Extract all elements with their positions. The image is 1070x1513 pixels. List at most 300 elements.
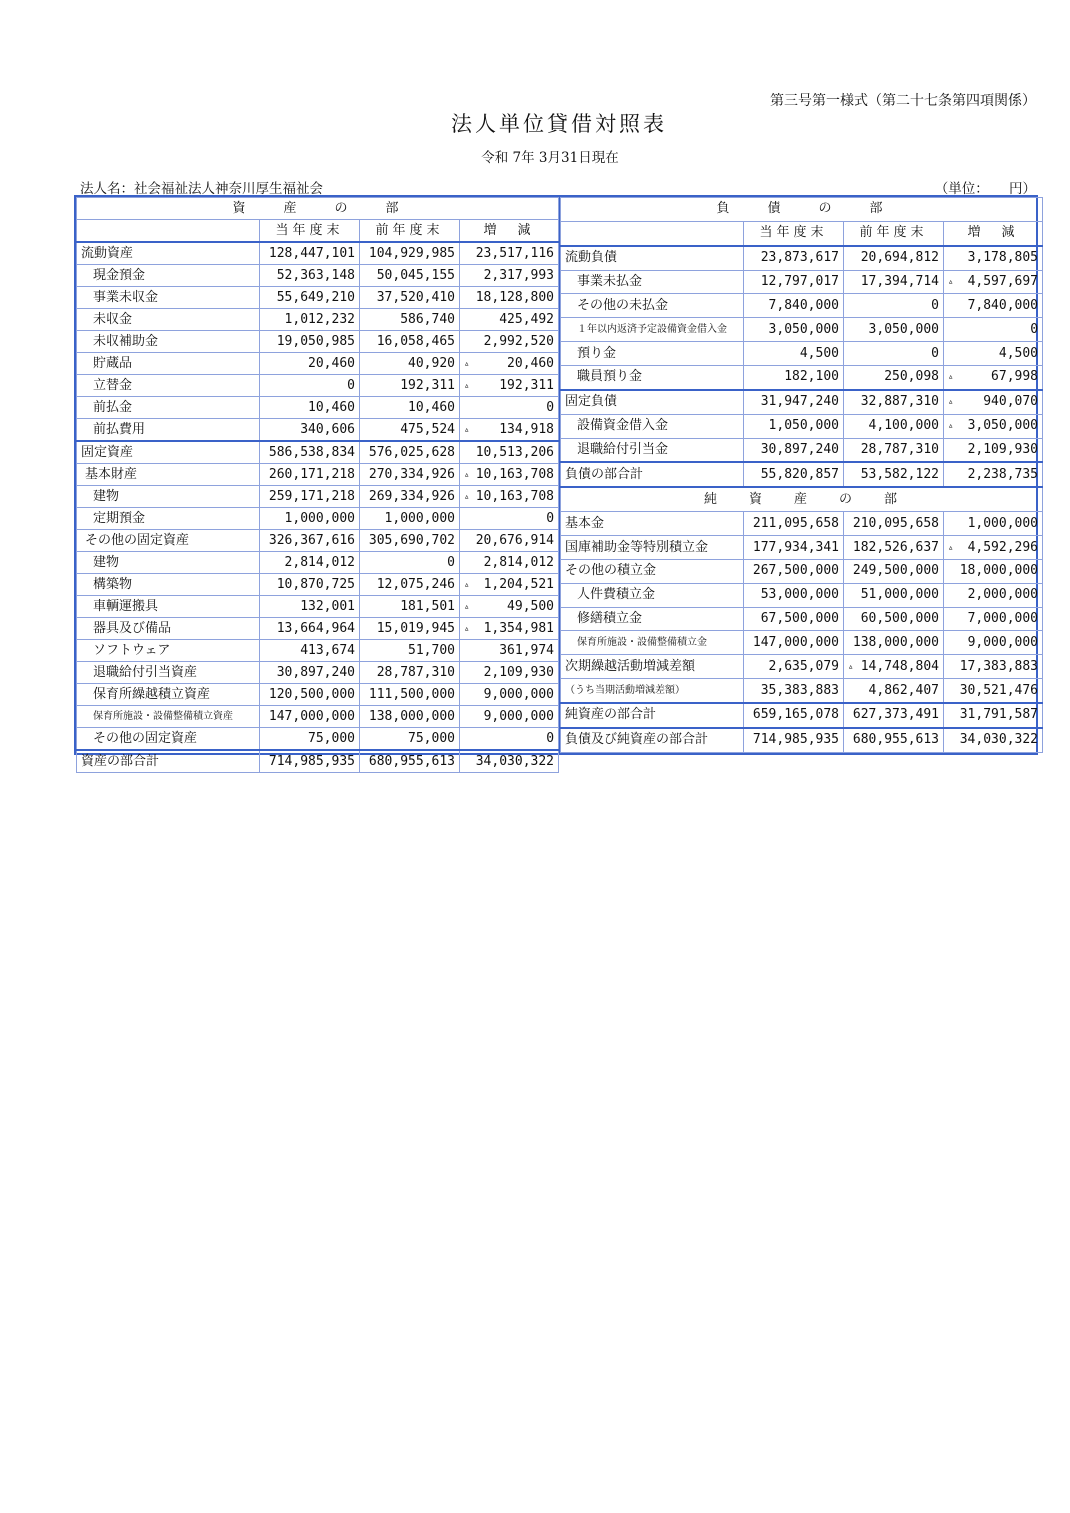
asset-current-cell xyxy=(260,486,360,508)
asset-previous-cell xyxy=(360,441,460,464)
asset-change-cell xyxy=(460,464,559,486)
table-row xyxy=(77,464,559,486)
asset-change-cell xyxy=(460,375,559,397)
net-asset-previous-cell-value: 210,095,658 xyxy=(852,515,939,531)
asset-current-cell xyxy=(260,662,360,684)
table-row xyxy=(77,265,559,287)
asset-current-cell-value: 55,649,210 xyxy=(276,289,355,305)
asset-current-cell-value: 259,171,218 xyxy=(268,488,355,504)
asset-row-label: 建物 xyxy=(77,552,260,574)
table-row xyxy=(77,486,559,508)
net-asset-current-cell-value: 267,500,000 xyxy=(752,563,839,579)
net-asset-previous-cell xyxy=(844,679,944,703)
form-number: 第三号第一様式（第二十七条第四項関係） xyxy=(770,93,1036,109)
asset-previous-cell-value: 181,501 xyxy=(400,598,455,614)
asset-current-cell xyxy=(260,375,360,397)
asset-change-cell xyxy=(460,574,559,596)
asset-previous-cell xyxy=(360,309,460,331)
liability-change-cell-value: 3,178,805 xyxy=(967,250,1039,266)
net-asset-previous-cell xyxy=(844,559,944,583)
asset-change-cell-value: 2,109,930 xyxy=(483,664,555,680)
asset-previous-cell-value: 37,520,410 xyxy=(376,289,455,305)
table-row xyxy=(561,414,1043,438)
asset-current-cell-value: 75,000 xyxy=(308,730,355,746)
net-assets-header-row xyxy=(561,487,1043,511)
net-asset-change-cell-value: 1,000,000 xyxy=(967,515,1039,531)
table-row xyxy=(77,750,559,773)
table-row xyxy=(561,631,1043,655)
net-asset-current-cell-value: 714,985,935 xyxy=(752,732,839,748)
negative-triangle-icon: ▵ xyxy=(464,491,470,502)
negative-triangle-icon: ▵ xyxy=(464,358,470,369)
net-asset-current-cell xyxy=(744,512,844,536)
asset-row-label: 立替金 xyxy=(77,375,260,397)
net-asset-current-cell xyxy=(744,607,844,631)
asset-current-cell-value: 2,814,012 xyxy=(284,554,355,570)
negative-triangle-icon: ▵ xyxy=(948,542,954,553)
assets-table xyxy=(76,197,559,773)
asset-current-cell xyxy=(260,640,360,662)
net-asset-change-cell xyxy=(944,607,1043,631)
asset-current-cell-value: 128,447,101 xyxy=(268,245,355,261)
table-row xyxy=(561,512,1043,536)
asset-previous-cell xyxy=(360,331,460,353)
negative-triangle-icon: ▵ xyxy=(464,623,470,634)
asset-change-cell-value: 9,000,000 xyxy=(483,708,555,724)
asset-current-cell xyxy=(260,242,360,265)
asset-row-label: 貯蔵品 xyxy=(77,353,260,375)
liabilities-section xyxy=(560,197,1042,753)
asset-current-cell-value: 260,171,218 xyxy=(268,466,355,482)
net-asset-current-cell-value: 177,934,341 xyxy=(752,539,839,555)
liability-previous-cell xyxy=(844,270,944,294)
net-asset-change-cell xyxy=(944,631,1043,655)
liability-previous-cell-value: 53,582,122 xyxy=(860,466,939,482)
table-row xyxy=(77,353,559,375)
liability-previous-cell-value: 20,694,812 xyxy=(860,250,939,266)
table-row xyxy=(77,596,559,618)
asset-previous-cell-value: 269,334,926 xyxy=(368,488,455,504)
asset-row-label: 保育所施設・設備整備積立資産 xyxy=(77,706,260,728)
liability-previous-cell-value: 0 xyxy=(931,297,939,313)
net-asset-previous-cell-value: 627,373,491 xyxy=(852,707,939,723)
asset-current-cell xyxy=(260,728,360,751)
net-asset-previous-cell-value: 4,862,407 xyxy=(868,682,939,698)
asset-previous-cell-value: 305,690,702 xyxy=(368,532,455,548)
asset-current-cell xyxy=(260,552,360,574)
liability-current-cell xyxy=(744,246,844,270)
asset-current-cell xyxy=(260,508,360,530)
liability-current-cell-value: 3,050,000 xyxy=(768,321,839,337)
asset-change-cell xyxy=(460,640,559,662)
asset-previous-cell xyxy=(360,375,460,397)
liability-current-cell-value: 1,050,000 xyxy=(768,418,839,434)
liability-change-cell xyxy=(944,342,1043,366)
balance-sheet xyxy=(74,195,1039,769)
liability-previous-cell xyxy=(844,318,944,342)
asset-row-label: その他の固定資産 xyxy=(77,728,260,751)
liability-change-cell-value: 4,597,697 xyxy=(967,274,1039,290)
asset-current-cell-value: 340,606 xyxy=(300,421,355,437)
asset-change-cell xyxy=(460,265,559,287)
asset-change-cell-value: 34,030,322 xyxy=(475,753,555,769)
asset-change-cell xyxy=(460,486,559,508)
liability-current-cell-value: 7,840,000 xyxy=(768,297,839,313)
negative-triangle-icon: ▵ xyxy=(948,397,954,408)
asset-current-cell-value: 19,050,985 xyxy=(276,333,355,349)
liability-change-cell-value: 3,050,000 xyxy=(967,418,1039,434)
liability-current-cell xyxy=(744,365,844,389)
table-row xyxy=(561,536,1043,560)
page-title: 法人単位貸借対照表 xyxy=(451,112,667,136)
liability-change-cell-value: 2,238,735 xyxy=(967,466,1039,482)
asset-previous-cell-value: 1,000,000 xyxy=(384,510,455,526)
corporation-name: 法人名：社会福祉法人神奈川厚生福祉会 xyxy=(80,181,323,197)
table-row xyxy=(561,462,1043,487)
asset-previous-cell xyxy=(360,662,460,684)
net-asset-current-cell-value: 2,635,079 xyxy=(768,658,839,674)
net-asset-change-cell xyxy=(944,512,1043,536)
asset-row-label: 前払費用 xyxy=(77,419,260,442)
asset-previous-cell-value: 16,058,465 xyxy=(376,333,455,349)
liability-previous-cell-value: 4,100,000 xyxy=(868,418,939,434)
net-asset-current-cell-value: 659,165,078 xyxy=(752,707,839,723)
liability-row-label: 流動負債 xyxy=(561,246,744,270)
asset-change-cell xyxy=(460,552,559,574)
asset-change-cell-value: 0 xyxy=(546,399,555,415)
table-row xyxy=(77,530,559,552)
asset-change-cell xyxy=(460,662,559,684)
net-asset-previous-cell xyxy=(844,583,944,607)
asset-current-cell xyxy=(260,464,360,486)
liability-current-cell xyxy=(744,270,844,294)
table-row xyxy=(77,552,559,574)
asset-current-cell xyxy=(260,750,360,773)
asset-current-cell xyxy=(260,684,360,706)
table-row xyxy=(561,342,1043,366)
asset-previous-cell xyxy=(360,728,460,751)
liability-change-cell xyxy=(944,390,1043,414)
asset-change-cell-value: 192,311 xyxy=(499,377,555,393)
liability-previous-cell-value: 0 xyxy=(931,345,939,361)
net-asset-change-cell xyxy=(944,559,1043,583)
asset-row-label: 基本財産 xyxy=(77,464,260,486)
asset-change-cell-value: 49,500 xyxy=(507,598,555,614)
liability-row-label: 固定負債 xyxy=(561,390,744,414)
asset-current-cell xyxy=(260,331,360,353)
net-asset-previous-cell-value: 14,748,804 xyxy=(860,658,939,674)
asset-current-cell xyxy=(260,419,360,442)
table-row xyxy=(77,684,559,706)
asset-row-label: 構築物 xyxy=(77,574,260,596)
liability-previous-cell xyxy=(844,390,944,414)
asset-current-cell-value: 52,363,148 xyxy=(276,267,355,283)
asset-current-cell-value: 714,985,935 xyxy=(268,753,355,769)
table-row xyxy=(561,607,1043,631)
liability-previous-cell xyxy=(844,246,944,270)
assets-current-header: 当年度末 xyxy=(260,220,360,243)
liability-current-cell-value: 4,500 xyxy=(799,345,839,361)
asset-previous-cell-value: 270,334,926 xyxy=(368,466,455,482)
liability-change-cell xyxy=(944,414,1043,438)
table-row xyxy=(77,706,559,728)
asset-row-label: 資産の部合計 xyxy=(77,750,260,773)
assets-section-header: 資 産 の 部 xyxy=(77,198,559,220)
liability-previous-cell xyxy=(844,342,944,366)
liability-change-cell-value: 4,500 xyxy=(998,345,1039,361)
asset-current-cell xyxy=(260,441,360,464)
net-asset-current-cell-value: 67,500,000 xyxy=(760,611,839,627)
asset-change-cell-value: 0 xyxy=(546,730,555,746)
asset-previous-cell xyxy=(360,640,460,662)
asset-change-cell-value: 134,918 xyxy=(499,421,555,437)
asset-change-cell xyxy=(460,596,559,618)
net-asset-change-cell xyxy=(944,583,1043,607)
net-asset-previous-cell-value: 138,000,000 xyxy=(852,634,939,650)
table-row xyxy=(77,662,559,684)
liability-current-cell-value: 12,797,017 xyxy=(760,274,839,290)
liability-change-cell xyxy=(944,365,1043,389)
liability-current-cell-value: 182,100 xyxy=(784,369,839,385)
asset-previous-cell xyxy=(360,596,460,618)
liability-change-cell xyxy=(944,318,1043,342)
liability-previous-cell-value: 250,098 xyxy=(884,369,939,385)
asset-current-cell-value: 147,000,000 xyxy=(268,708,355,724)
liability-change-cell-value: 67,998 xyxy=(991,369,1039,385)
negative-triangle-icon: ▵ xyxy=(948,421,954,432)
liability-row-label: １年以内返済予定設備資金借入金 xyxy=(561,318,744,342)
asset-previous-cell-value: 111,500,000 xyxy=(368,686,455,702)
net-asset-change-cell xyxy=(944,655,1043,679)
table-row xyxy=(77,375,559,397)
liability-previous-cell-value: 17,394,714 xyxy=(860,274,939,290)
table-row xyxy=(77,574,559,596)
net-asset-row-label: 次期繰越活動増減差額 xyxy=(561,655,744,679)
asset-previous-cell-value: 28,787,310 xyxy=(376,664,455,680)
net-asset-previous-cell-value: 680,955,613 xyxy=(852,732,939,748)
asset-row-label: 事業未収金 xyxy=(77,287,260,309)
table-row xyxy=(561,318,1043,342)
asset-current-cell xyxy=(260,618,360,640)
liability-previous-cell xyxy=(844,414,944,438)
asset-change-cell xyxy=(460,728,559,751)
net-asset-previous-cell xyxy=(844,631,944,655)
negative-triangle-icon: ▵ xyxy=(948,372,954,383)
asset-current-cell-value: 326,367,616 xyxy=(268,532,355,548)
liability-previous-cell xyxy=(844,438,944,462)
asset-row-label: 未収補助金 xyxy=(77,331,260,353)
liability-previous-cell xyxy=(844,294,944,318)
net-asset-previous-cell-value: 182,526,637 xyxy=(852,539,939,555)
table-row xyxy=(77,618,559,640)
asset-previous-cell xyxy=(360,265,460,287)
liability-previous-cell-value: 28,787,310 xyxy=(860,442,939,457)
net-asset-change-cell-value: 30,521,476 xyxy=(959,682,1039,698)
net-asset-previous-cell xyxy=(844,655,944,679)
asset-current-cell xyxy=(260,265,360,287)
asset-previous-cell-value: 40,920 xyxy=(408,355,455,371)
asset-current-cell-value: 1,000,000 xyxy=(284,510,355,526)
liability-previous-cell-value: 32,887,310 xyxy=(860,394,939,410)
asset-change-cell-value: 10,513,206 xyxy=(475,444,555,460)
net-asset-current-cell xyxy=(744,679,844,703)
net-asset-change-cell-value: 17,383,883 xyxy=(959,658,1039,674)
table-row xyxy=(561,246,1043,270)
asset-current-cell xyxy=(260,353,360,375)
asset-current-cell xyxy=(260,706,360,728)
asset-current-cell-value: 30,897,240 xyxy=(276,664,355,680)
liability-current-cell xyxy=(744,342,844,366)
asset-current-cell-value: 10,870,725 xyxy=(276,576,355,592)
asset-current-cell-value: 120,500,000 xyxy=(268,686,355,702)
liability-current-cell xyxy=(744,438,844,462)
assets-label-header xyxy=(77,220,260,243)
asset-previous-cell-value: 138,000,000 xyxy=(368,708,455,724)
table-row xyxy=(77,397,559,419)
asset-current-cell-value: 1,012,232 xyxy=(284,311,355,327)
asset-previous-cell xyxy=(360,287,460,309)
asset-previous-cell-value: 192,311 xyxy=(400,377,455,393)
asset-change-cell-value: 2,992,520 xyxy=(483,333,555,349)
asset-row-label: 車輌運搬具 xyxy=(77,596,260,618)
asset-previous-cell-value: 0 xyxy=(447,554,455,570)
table-row xyxy=(77,309,559,331)
liability-current-cell xyxy=(744,318,844,342)
net-asset-current-cell-value: 53,000,000 xyxy=(760,587,839,603)
asset-previous-cell-value: 576,025,628 xyxy=(368,444,455,460)
asset-change-cell xyxy=(460,397,559,419)
asset-row-label: その他の固定資産 xyxy=(77,530,260,552)
net-asset-row-label: 人件費積立金 xyxy=(561,583,744,607)
net-asset-row-label: 保育所施設・設備整備積立金 xyxy=(561,631,744,655)
liability-current-cell-value: 30,897,240 xyxy=(760,442,839,457)
table-row xyxy=(561,655,1043,679)
liability-row-label: 退職給付引当金 xyxy=(561,438,744,462)
net-asset-previous-cell-value: 60,500,000 xyxy=(860,611,939,627)
net-asset-previous-cell xyxy=(844,607,944,631)
liability-current-cell xyxy=(744,462,844,487)
as-of-date: 令和 7年 3月31日現在 xyxy=(481,150,619,166)
net-asset-current-cell-value: 211,095,658 xyxy=(752,515,839,531)
negative-triangle-icon: ▵ xyxy=(948,277,954,288)
liability-change-cell xyxy=(944,270,1043,294)
asset-previous-cell xyxy=(360,464,460,486)
asset-change-cell xyxy=(460,309,559,331)
table-row xyxy=(77,287,559,309)
net-asset-change-cell-value: 2,000,000 xyxy=(967,587,1039,603)
net-asset-change-cell xyxy=(944,536,1043,560)
table-row xyxy=(77,441,559,464)
table-row xyxy=(561,438,1043,462)
net-asset-row-label: 国庫補助金等特別積立金 xyxy=(561,536,744,560)
net-asset-change-cell-value: 9,000,000 xyxy=(967,634,1039,650)
liability-previous-cell xyxy=(844,462,944,487)
negative-triangle-icon: ▵ xyxy=(464,380,470,391)
liability-row-label: 事業未払金 xyxy=(561,270,744,294)
table-row xyxy=(561,365,1043,389)
asset-current-cell-value: 413,674 xyxy=(300,642,355,658)
asset-current-cell xyxy=(260,530,360,552)
liabilities-current-header: 当年度末 xyxy=(744,221,844,245)
liabilities-label-header xyxy=(561,221,744,245)
liability-current-cell-value: 23,873,617 xyxy=(760,250,839,266)
net-asset-previous-cell-value: 249,500,000 xyxy=(852,563,939,579)
table-row xyxy=(561,703,1043,728)
asset-previous-cell-value: 75,000 xyxy=(408,730,455,746)
net-asset-change-cell-value: 31,791,587 xyxy=(959,707,1039,723)
liability-change-cell xyxy=(944,246,1043,270)
asset-change-cell-value: 20,676,914 xyxy=(475,532,555,548)
asset-change-cell-value: 2,814,012 xyxy=(483,554,555,570)
table-row xyxy=(561,294,1043,318)
liability-row-label: 職員預り金 xyxy=(561,365,744,389)
asset-previous-cell xyxy=(360,684,460,706)
asset-previous-cell-value: 12,075,246 xyxy=(376,576,455,592)
net-asset-previous-cell xyxy=(844,536,944,560)
liability-change-cell xyxy=(944,462,1043,487)
assets-previous-header: 前年度末 xyxy=(360,220,460,243)
net-asset-row-label: （うち当期活動増減差額） xyxy=(561,679,744,703)
asset-previous-cell xyxy=(360,618,460,640)
net-asset-current-cell xyxy=(744,703,844,728)
table-row xyxy=(561,728,1043,753)
liability-change-cell xyxy=(944,438,1043,462)
net-asset-row-label: 純資産の部合計 xyxy=(561,703,744,728)
asset-row-label: 定期預金 xyxy=(77,508,260,530)
net-asset-previous-cell-value: 51,000,000 xyxy=(860,587,939,603)
asset-previous-cell-value: 51,700 xyxy=(408,642,455,658)
asset-change-cell xyxy=(460,331,559,353)
net-asset-row-label: その他の積立金 xyxy=(561,559,744,583)
liabilities-change-header: 増 減 xyxy=(944,221,1043,245)
asset-previous-cell xyxy=(360,552,460,574)
asset-current-cell-value: 13,664,964 xyxy=(276,620,355,636)
asset-change-cell xyxy=(460,618,559,640)
asset-previous-cell xyxy=(360,242,460,265)
asset-previous-cell xyxy=(360,706,460,728)
table-row xyxy=(561,679,1043,703)
asset-row-label: 現金預金 xyxy=(77,265,260,287)
asset-previous-cell xyxy=(360,750,460,773)
liability-change-cell-value: 940,070 xyxy=(983,394,1039,410)
liability-change-cell-value: 7,840,000 xyxy=(967,297,1039,313)
asset-change-cell-value: 10,163,708 xyxy=(475,488,555,504)
net-asset-change-cell xyxy=(944,703,1043,728)
liabilities-previous-header: 前年度末 xyxy=(844,221,944,245)
asset-current-cell-value: 132,001 xyxy=(300,598,355,614)
liability-current-cell-value: 55,820,857 xyxy=(760,466,839,482)
net-asset-row-label: 基本金 xyxy=(561,512,744,536)
negative-triangle-icon: ▵ xyxy=(464,601,470,612)
table-row xyxy=(77,242,559,265)
asset-current-cell xyxy=(260,287,360,309)
asset-previous-cell xyxy=(360,530,460,552)
asset-change-cell xyxy=(460,242,559,265)
net-asset-change-cell-value: 7,000,000 xyxy=(967,611,1039,627)
net-asset-row-label: 修繕積立金 xyxy=(561,607,744,631)
asset-row-label: 未収金 xyxy=(77,309,260,331)
asset-row-label: 固定資産 xyxy=(77,441,260,464)
asset-current-cell xyxy=(260,596,360,618)
asset-current-cell-value: 586,538,834 xyxy=(268,444,355,460)
liability-change-cell-value: 2,109,930 xyxy=(967,442,1039,457)
asset-row-label: 退職給付引当資産 xyxy=(77,662,260,684)
liability-previous-cell-value: 3,050,000 xyxy=(868,321,939,337)
liability-row-label: その他の未払金 xyxy=(561,294,744,318)
liability-current-cell-value: 31,947,240 xyxy=(760,394,839,410)
asset-previous-cell-value: 104,929,985 xyxy=(368,245,455,261)
asset-previous-cell xyxy=(360,419,460,442)
